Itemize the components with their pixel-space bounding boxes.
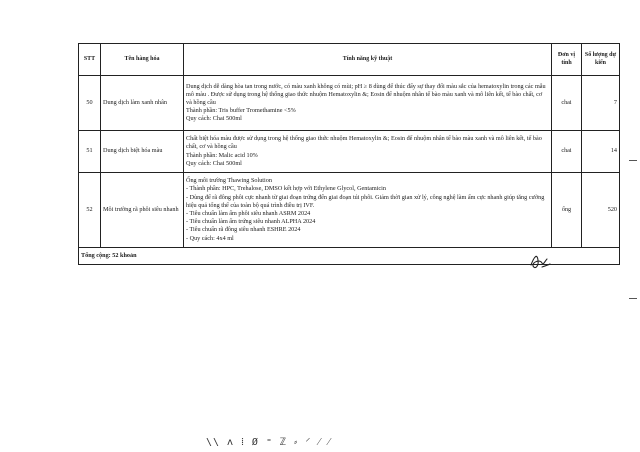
row-qty: 14 <box>582 131 620 173</box>
footer-mark: \\ ʌ ⁞ Ø ⁼ ℤ ⸗ ⸍ ⁄ ⁄ <box>206 437 331 448</box>
header-spec: Tính năng kỹ thuật <box>184 44 552 76</box>
table-row <box>79 76 620 131</box>
row-qty: 520 <box>582 173 620 248</box>
header-unit: Đơn vị tính <box>552 44 582 76</box>
table-header-row <box>79 44 620 76</box>
row-name: Dung dịch làm xanh nhân <box>101 76 184 131</box>
spec-line: Thành phần: Tris buffer Tromethamine <5% <box>186 107 296 115</box>
row-unit: chai <box>552 131 582 173</box>
edge-mark <box>629 160 637 161</box>
spec-line: Ống môi trường Thawing Solution <box>186 177 272 185</box>
row-spec <box>184 173 552 248</box>
header-qty: Số lượng dự kiến <box>582 44 620 76</box>
spec-line: Thành phần: Malic acid 10% <box>186 151 258 159</box>
spec-line: - Tiêu chuẩn làm ấm phôi siêu nhanh ASRM 2024 <box>186 210 311 217</box>
spec-line: Quy cách: Chai 500ml <box>186 115 242 123</box>
spec-line: Quy cách: Chai 500ml <box>186 159 242 167</box>
signature-mark <box>528 251 552 273</box>
header-stt: STT <box>79 44 101 76</box>
table-row <box>79 131 620 173</box>
spec-line: - Thành phần: HPC, Trehalose, DMSO kết hợp với Ethylene Glycol, Gentamicin <box>186 185 386 193</box>
spec-line: - Dùng để rã đông phôi cực nhanh từ giai đoạn trứng đến giai đoạn túi phôi. Giảm thời gian xử lý, công nghệ làm ấm cực nhanh giúp tăng cường hiệu quả tổng thể của toàn bộ quá trình điều trị IVF. <box>186 193 545 209</box>
row-name: Dung dịch biệt hóa màu <box>101 131 184 173</box>
spec-line: Dung dịch dễ dàng hòa tan trong nước, có màu xanh không có mùi; pH ≥ 8 dùng để thúc đẩy sự thay đổi màu sắc của hematoxylin trong các mẫu mô màu . Được sử dụng trong hệ thống giao thức nhuộm Hematoxylin &; Eosin để nhuộm nhân tế bào màu xanh và mô liên kết, tế bào chất, cơ và hồng cầu <box>186 82 546 106</box>
row-stt: 50 <box>79 76 101 131</box>
header-name: Tên hàng hóa <box>101 44 184 76</box>
row-spec <box>184 76 552 131</box>
table-row <box>79 173 620 248</box>
spec-line: - Quy cách: 4x4 ml <box>186 234 234 242</box>
spec-line: - Tiêu chuẩn rã đông siêu nhanh ESHRE 2024 <box>186 226 301 234</box>
row-stt: 52 <box>79 173 101 248</box>
row-unit: chai <box>552 76 582 131</box>
spec-line: - Tiêu chuẩn làm ấm trứng siêu nhanh ALPHA 2024 <box>186 218 316 226</box>
spec-line: Chất biệt hóa màu được sử dụng trong hệ thống giao thức nhuộm Hematoxylin &; Eosin để nhuộm nhân tế bào màu xanh và mô liên kết, tế bào chất, cơ và hồng cầu <box>186 135 542 151</box>
row-qty: 7 <box>582 76 620 131</box>
edge-mark <box>629 298 637 299</box>
row-spec <box>184 131 552 173</box>
row-name: Môi trường rã phôi siêu nhanh <box>101 173 184 248</box>
goods-table <box>78 43 620 265</box>
row-stt: 51 <box>79 131 101 173</box>
total-label: Tổng cộng: 52 khoản <box>79 248 620 265</box>
row-unit: ống <box>552 173 582 248</box>
